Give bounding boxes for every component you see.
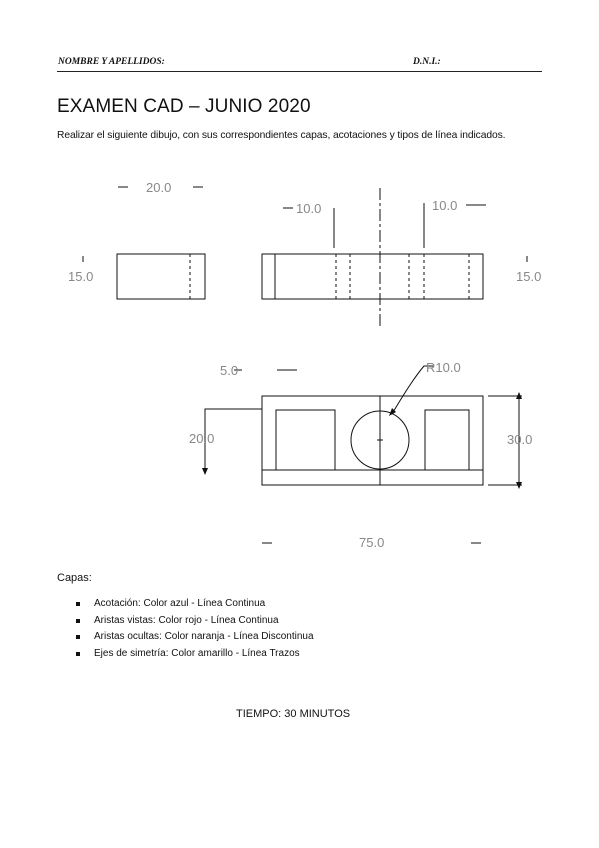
dim-top-height-text: 30.0 (507, 432, 533, 447)
layers-list (74, 597, 314, 663)
layer-item-text: Ejes de simetría: Color amarillo - Línea Trazos (94, 647, 300, 659)
layer-item-text: Acotación: Color azul - Línea Continua (94, 598, 266, 609)
dim-top-width-text: 75.0 (359, 535, 385, 550)
bullet-icon (76, 602, 80, 606)
arrow-icon (202, 468, 208, 475)
dni-label: D.N.I.: (413, 57, 441, 67)
layers-title: Capas: (57, 572, 92, 584)
layer-item (74, 630, 314, 647)
exam-instructions: Realizar el siguiente dibujo, con sus correspondientes capas, acotaciones y tipos de línea indicados. (57, 130, 506, 141)
dim-top-left-height-text: 20.0 (189, 431, 215, 446)
exam-time: TIEMPO: 30 MINUTOS (236, 708, 351, 720)
dim-front-left-text: 10.0 (296, 201, 322, 216)
dim-front-height-text: 15.0 (516, 269, 542, 284)
dim-top-offset-text: 5.0 (220, 363, 239, 378)
name-label: NOMBRE Y APELLIDOS: (58, 57, 165, 67)
side-view-outline (117, 254, 205, 299)
bullet-icon (76, 635, 80, 639)
exam-title: EXAMEN CAD – JUNIO 2020 (57, 96, 311, 117)
top-view-left-slot (276, 410, 335, 470)
dim-side-width-text: 20.0 (146, 180, 172, 195)
center-mark-v (380, 437, 381, 443)
dim-front-right-text: 10.0 (432, 198, 458, 213)
bullet-icon (76, 652, 80, 656)
top-view-right-slot (425, 410, 469, 470)
layer-item (74, 647, 314, 664)
dim-radius-text: R10.0 (426, 360, 461, 375)
dim-side-height-text: 15.0 (68, 269, 94, 284)
layer-item (74, 614, 314, 631)
front-view-outline (262, 254, 483, 299)
top-view-outline (262, 396, 483, 485)
layer-item-text: Aristas vistas: Color rojo - Línea Continua (94, 614, 279, 626)
bullet-icon (76, 619, 80, 623)
layer-item (74, 597, 314, 614)
layer-item-text: Aristas ocultas: Color naranja - Línea Discontinua (94, 631, 314, 642)
